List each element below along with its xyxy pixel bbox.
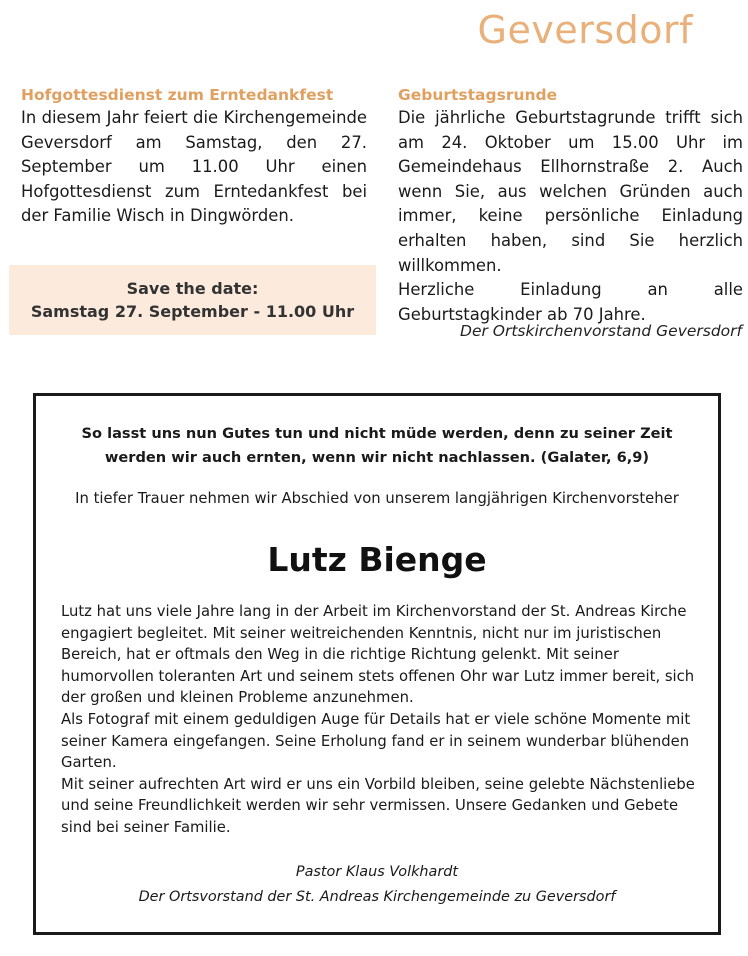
pastor-name: Pastor Klaus Volkhardt xyxy=(295,864,459,880)
verse-line-1: So lasst uns nun Gutes tun und nicht müde werden, denn zu seiner Zeit xyxy=(81,425,673,442)
obituary-paragraph: Mit seiner aufrechten Art wird er uns ein Vorbild bleiben, seine gelebte Nächstenliebe und seine Freundlichkeit werden wir sehr vermissen. Unsere Gedanken und Gebete sind bei seiner Familie. xyxy=(61,775,695,836)
geburtstag-invitation: Herzliche Einladung an alle Geburtstagkinder ab 70 Jahre. xyxy=(398,280,743,324)
obituary-signature xyxy=(36,860,718,910)
geburtstag-article xyxy=(398,84,743,327)
bible-verse xyxy=(36,422,718,470)
ortskirchenvorstand-signature: Der Ortskirchenvorstand Geversdorf xyxy=(460,322,742,340)
obituary-paragraph: Lutz hat uns viele Jahre lang in der Arbeit im Kirchenvorstand der St. Andreas Kirche engagiert begleitet. Mit seiner weitreichenden Kenntnis, nicht nur im juristischen Bereich, hat er oftmals den Weg in die richtige Richtung gelenkt. Mit seiner humorvollen toleranten Art und seinem stets offenen Ohr war Lutz immer bereit, sich der großen und kleinen Probleme anzunehmen. xyxy=(61,603,695,707)
geburtstag-text: Die jährliche Geburtstagrunde trifft sich am 24. Oktober um 15.00 Uhr im Gemeindehaus Ellhornstraße 2. Auch wenn Sie, aus welchen Gründen auch immer, keine persönliche Einladung erhalten haben, sind Sie herzlich willkommen. xyxy=(398,108,743,275)
erntedank-article xyxy=(21,84,367,229)
deceased-name: Lutz Bienge xyxy=(267,540,487,579)
mourning-intro: In tiefer Trauer nehmen wir Abschied von unserem langjährigen Kirchenvorsteher xyxy=(75,490,679,507)
save-the-date-value: Samstag 27. September - 11.00 Uhr xyxy=(30,302,355,321)
verse-line-2: werden wir auch ernten, wenn wir nicht nachlassen. (Galater, 6,9) xyxy=(104,449,650,466)
save-the-date-label: Save the date: xyxy=(126,279,259,298)
church-board-name: Der Ortsvorstand der St. Andreas Kirchengemeinde zu Geversdorf xyxy=(138,889,616,905)
page-title: Geversdorf xyxy=(477,8,693,52)
obituary-text xyxy=(61,601,701,839)
erntedank-text: In diesem Jahr feiert die Kirchengemeinde Geversdorf am Samstag, den 27. September um 11.00 Uhr einen Hofgottesdienst zum Erntedankfest bei der Familie Wisch in Dingwörden. xyxy=(21,108,367,226)
obituary-frame xyxy=(33,393,721,935)
geburtstag-heading: Geburtstagsrunde xyxy=(398,86,558,104)
save-the-date-box xyxy=(9,265,376,335)
obituary-paragraph: Als Fotograf mit einem geduldigen Auge für Details hat er viele schöne Momente mit seiner Kamera eingefangen. Seine Erholung fand er in seinem wunderbar blühenden Garten. xyxy=(61,710,691,772)
erntedank-heading: Hofgottesdienst zum Erntedankfest xyxy=(21,86,334,104)
